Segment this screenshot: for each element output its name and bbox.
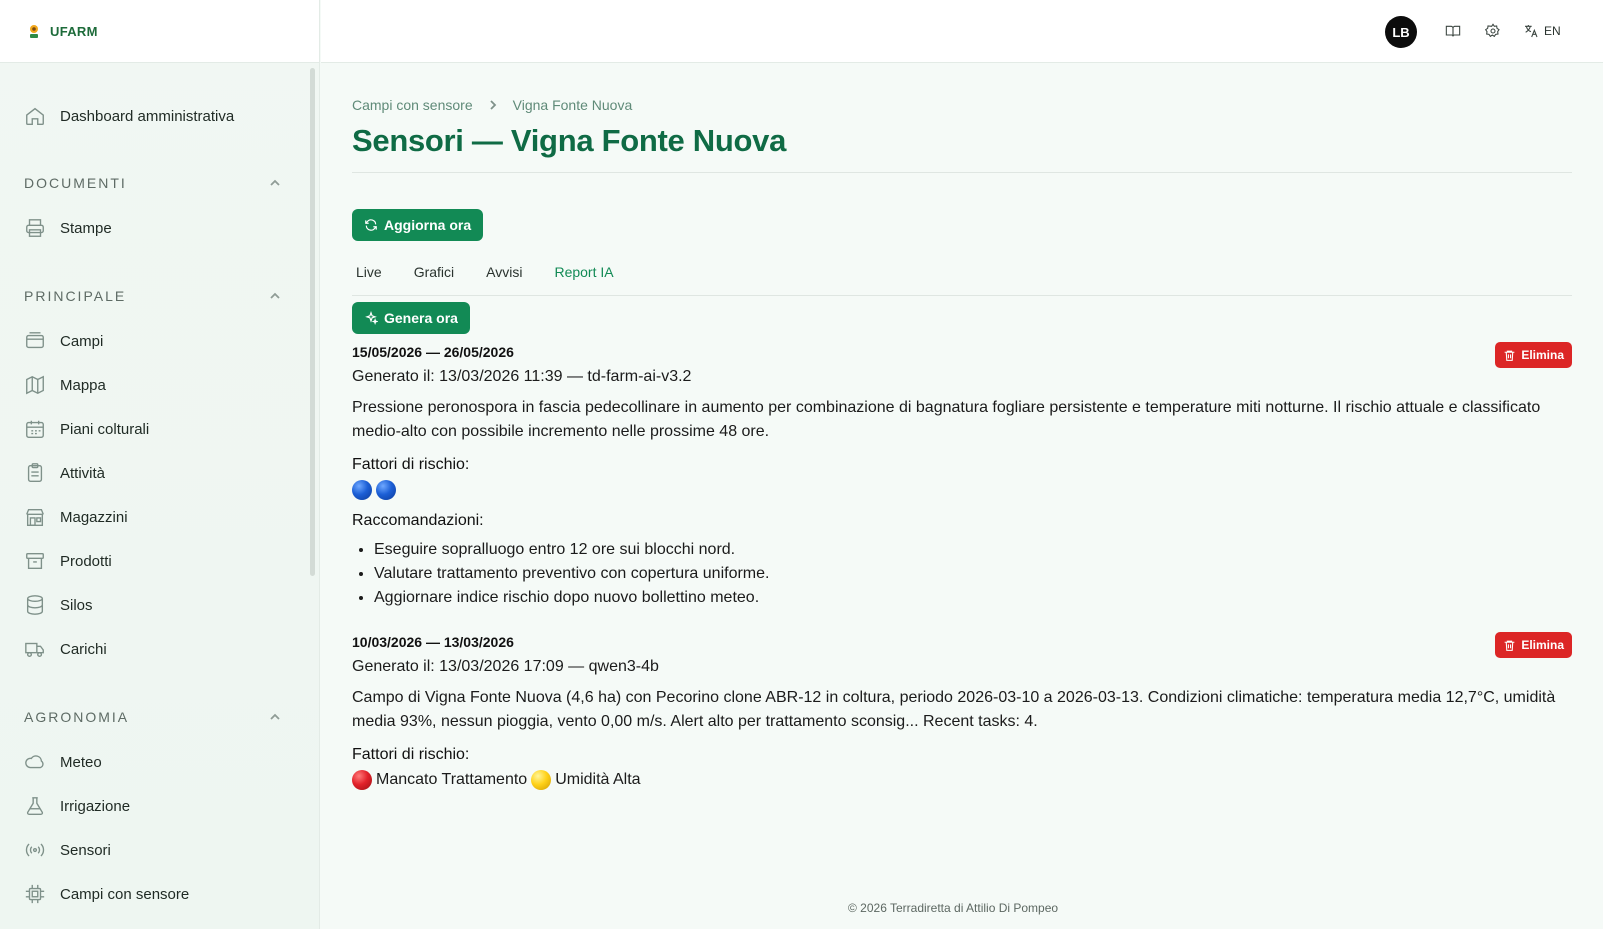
section-documenti[interactable] <box>24 175 282 191</box>
calendar-icon <box>24 418 46 440</box>
report-period: 10/03/2026 — 13/03/2026 <box>352 634 514 650</box>
risk-dot-yellow-icon <box>531 770 551 790</box>
breadcrumb-parent[interactable]: Campi con sensore <box>352 97 473 113</box>
generate-button[interactable] <box>352 302 470 334</box>
report-card <box>352 634 1572 790</box>
layers-icon <box>24 330 46 352</box>
archive-icon <box>24 550 46 572</box>
logo-icon <box>26 23 42 39</box>
sidebar <box>0 0 320 929</box>
chevron-up-icon <box>268 289 282 303</box>
sidebar-item-label: Stampe <box>60 219 112 237</box>
language-label: EN <box>1544 24 1561 38</box>
recommendations-label: Raccomandazioni: <box>352 512 484 529</box>
page-title: Sensori — Vigna Fonte Nuova <box>352 123 787 158</box>
gear-icon[interactable] <box>1485 23 1501 39</box>
list-item: • Valutare trattamento preventivo con copertura uniforme. <box>374 562 1572 586</box>
recommendations-list <box>352 538 1572 610</box>
refresh-icon <box>364 218 378 232</box>
flask-icon <box>24 795 46 817</box>
risk-factors-label: Fattori di rischio: <box>352 746 470 763</box>
breadcrumb-current: Vigna Fonte Nuova <box>512 97 633 113</box>
language-switcher[interactable] <box>1523 23 1561 39</box>
footer-copyright: © 2026 Terradiretta di Attilio Di Pompeo <box>848 901 1059 915</box>
sidebar-item-carichi[interactable] <box>24 634 107 664</box>
printer-icon <box>24 217 46 239</box>
risk-dot-blue-icon <box>376 480 396 500</box>
risk-factor-text: Mancato Trattamento <box>376 771 528 788</box>
chevron-right-icon <box>487 99 499 111</box>
section-agronomia[interactable] <box>24 709 282 725</box>
sidebar-item-label: Irrigazione <box>60 797 131 815</box>
sidebar-item-magazzini[interactable] <box>24 502 128 532</box>
sidebar-item-label: Dashboard amministrativa <box>60 107 235 125</box>
refresh-button-label: Aggiorna ora <box>384 217 472 233</box>
section-label: AGRONOMIA <box>24 709 130 725</box>
chip-icon <box>24 883 46 905</box>
risk-factors-label: Fattori di rischio: <box>352 456 470 473</box>
sparkles-icon <box>364 311 378 325</box>
risk-factors <box>352 770 1572 790</box>
sidebar-item-label: Campi <box>60 332 104 350</box>
report-generated: Generato il: 13/03/2026 17:09 — qwen3-4b <box>352 658 659 675</box>
sidebar-item-label: Prodotti <box>60 552 112 570</box>
risk-dot-blue-icon <box>352 480 372 500</box>
section-label: DOCUMENTI <box>24 175 127 191</box>
sidebar-item-label: Attività <box>60 464 106 482</box>
sidebar-item-campi[interactable] <box>24 326 103 356</box>
radio-icon <box>24 839 46 861</box>
sidebar-item-sensori[interactable] <box>24 835 111 865</box>
chevron-up-icon <box>268 176 282 190</box>
sidebar-header <box>0 0 319 63</box>
clipboard-icon <box>24 462 46 484</box>
chevron-up-icon <box>268 710 282 724</box>
sidebar-item-campi-con-sensore[interactable] <box>24 879 189 909</box>
section-label: PRINCIPALE <box>24 288 127 304</box>
sidebar-item-label: Carichi <box>60 640 107 658</box>
sidebar-item-label: Mappa <box>60 376 106 394</box>
sidebar-item-prodotti[interactable] <box>24 546 112 576</box>
breadcrumb <box>352 97 632 113</box>
delete-button-label: Elimina <box>1521 638 1564 652</box>
delete-button[interactable] <box>1495 342 1572 368</box>
logo-text: UFARM <box>50 23 98 39</box>
database-icon <box>24 594 46 616</box>
tab-avvisi[interactable]: Avvisi <box>486 264 523 280</box>
report-summary: Campo di Vigna Fonte Nuova (4,6 ha) con Pecorino clone ABR-12 in coltura, periodo 2026-03-10 a 2026-03-13. Condizioni climatiche: temperatura media 12,7°C, umidità media 93%, nessun pioggia, vento 0,00 m/s. Alert alto per trattamento sconsig... Recent tasks: 4. <box>352 689 1556 730</box>
report-period: 15/05/2026 — 26/05/2026 <box>352 344 514 360</box>
sidebar-item-label: Piani colturali <box>60 420 150 438</box>
sidebar-item-irrigazione[interactable] <box>24 791 130 821</box>
delete-button-label: Elimina <box>1521 348 1564 362</box>
map-icon <box>24 374 46 396</box>
sidebar-item-silos[interactable] <box>24 590 93 620</box>
store-icon <box>24 506 46 528</box>
report-generated: Generato il: 13/03/2026 11:39 — td-farm-ai-v3.2 <box>352 368 692 385</box>
tab-bar <box>352 260 1572 296</box>
risk-dot-red-icon <box>352 770 372 790</box>
generate-button-label: Genera ora <box>384 310 458 326</box>
sidebar-item-piani-colturali[interactable] <box>24 414 149 444</box>
sidebar-item-attivita[interactable] <box>24 458 105 488</box>
home-icon <box>24 105 46 127</box>
sidebar-item-dashboard[interactable] <box>24 101 234 131</box>
risk-factors <box>352 480 1572 500</box>
tab-live[interactable]: Live <box>356 264 382 280</box>
delete-button[interactable] <box>1495 632 1572 658</box>
avatar[interactable]: LB <box>1385 16 1417 48</box>
report-summary: Pressione peronospora in fascia pedecollinare in aumento per combinazione di bagnatura fogliare persistente e temperature miti notturne. Il rischio attuale e classificato medio-alto con possibile incremento nelle prossime 48 ore. <box>352 399 1541 440</box>
refresh-button[interactable] <box>352 209 483 241</box>
sidebar-item-label: Silos <box>60 596 93 614</box>
trash-icon <box>1503 639 1516 652</box>
sidebar-scrollbar[interactable] <box>310 68 315 576</box>
topbar <box>321 0 1603 63</box>
risk-factor-text: Umidità Alta <box>555 771 641 788</box>
list-item: • Aggiornare indice rischio dopo nuovo bollettino meteo. <box>374 586 1572 610</box>
book-icon[interactable] <box>1445 23 1461 39</box>
divider <box>352 172 1572 173</box>
truck-icon <box>24 638 46 660</box>
report-card <box>352 344 1572 610</box>
sidebar-item-meteo[interactable] <box>24 747 102 777</box>
list-item: • Eseguire sopralluogo entro 12 ore sui blocchi nord. <box>374 538 1572 562</box>
section-principale[interactable] <box>24 288 282 304</box>
sidebar-item-label: Magazzini <box>60 508 128 526</box>
sidebar-item-label: Meteo <box>60 753 102 771</box>
tab-grafici[interactable]: Grafici <box>413 264 455 280</box>
sidebar-item-label: Sensori <box>60 841 111 859</box>
sidebar-item-stampe[interactable] <box>24 213 112 243</box>
tab-report-ia[interactable]: Report IA <box>554 264 614 280</box>
cloud-icon <box>24 751 46 773</box>
translate-icon <box>1523 23 1539 39</box>
sidebar-item-label: Campi con sensore <box>60 885 190 903</box>
trash-icon <box>1503 349 1516 362</box>
sidebar-item-mappa[interactable] <box>24 370 106 400</box>
